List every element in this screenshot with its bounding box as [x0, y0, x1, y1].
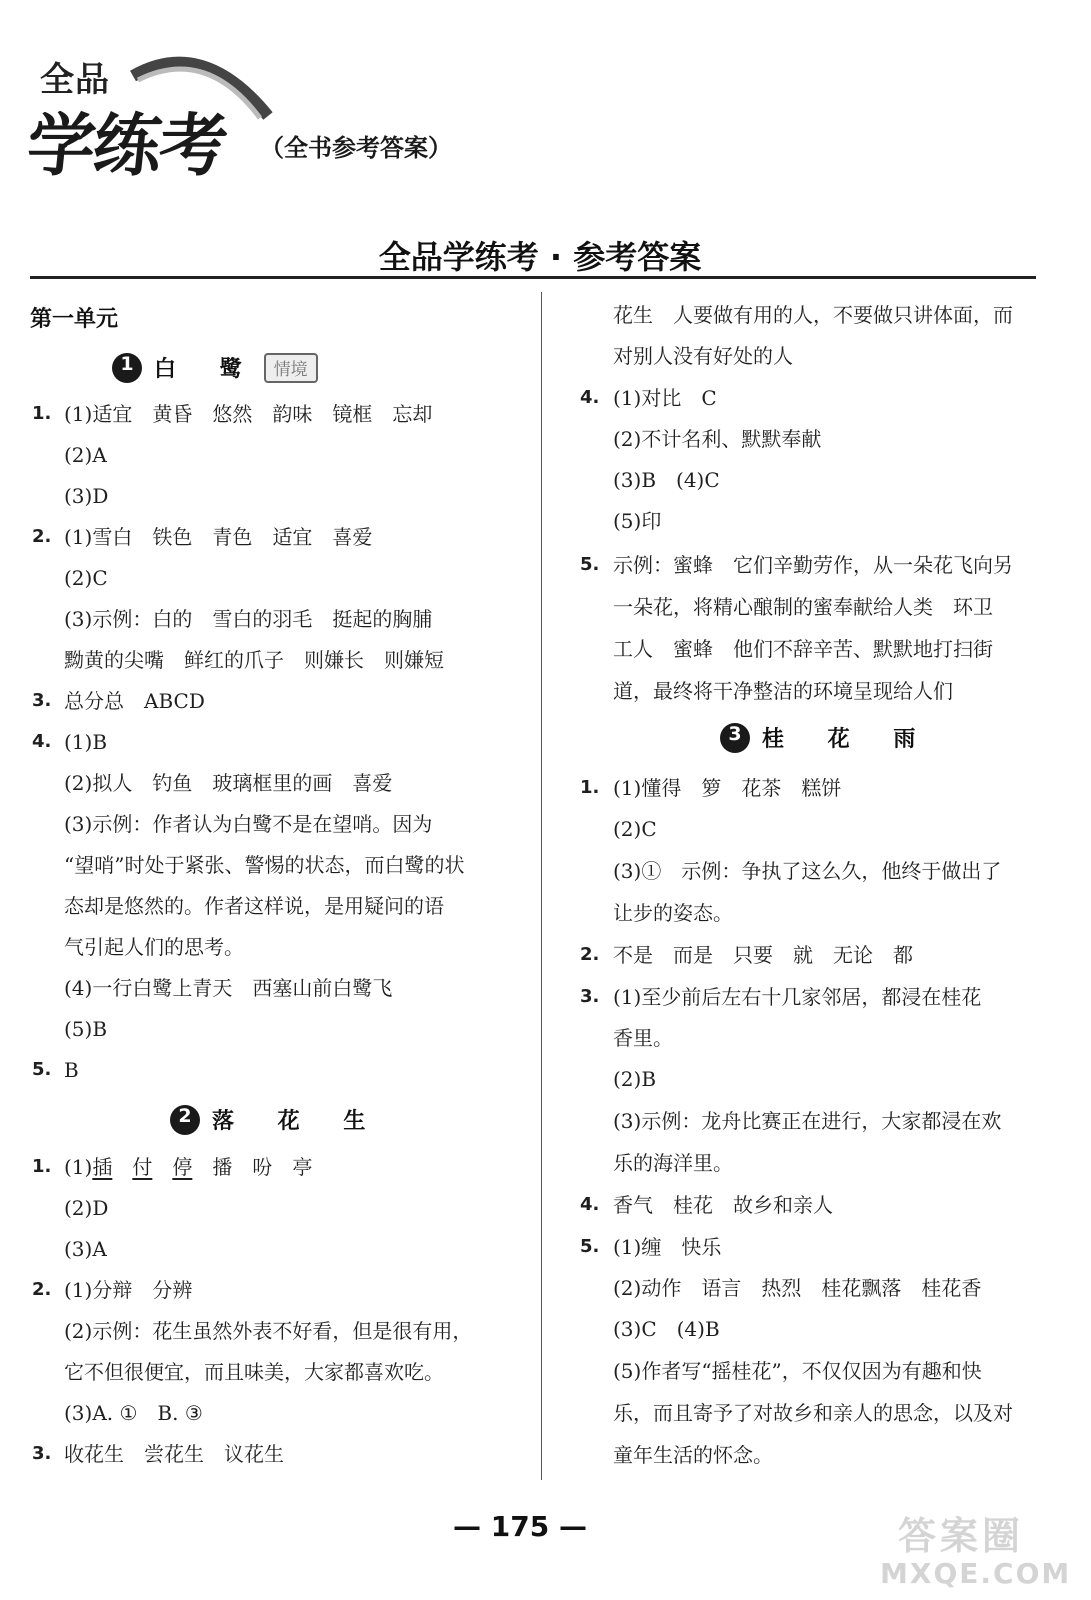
answer-line: (1)至少前后左右十几家邻居，都浸在桂花 — [613, 985, 982, 1009]
answer-line: 让步的姿态。 — [613, 901, 733, 925]
page-title: 全品学练考 · 参考答案 — [378, 238, 702, 276]
question-number: 1. — [580, 777, 600, 798]
lesson-heading-3 — [720, 722, 933, 754]
lesson-heading-2 — [170, 1104, 383, 1136]
answer-rest: 播 吩 亭 — [192, 1155, 313, 1179]
answer-line: (2)示例：花生虽然外表不好看，但是很有用， — [64, 1319, 473, 1343]
answer-line: (3)D — [64, 484, 109, 508]
logo-subtitle: （全书参考答案） — [260, 134, 452, 162]
answer-line: 气引起人们的思考。 — [64, 935, 244, 959]
answer-line: B — [64, 1058, 79, 1082]
underlined-char: 停 — [172, 1155, 193, 1179]
context-tag: 情境 — [264, 353, 318, 383]
answer-line: (2)不计名利、默默奉献 — [613, 427, 822, 451]
answer-line: 一朵花，将精心酿制的蜜奉献给人类 环卫 — [613, 595, 993, 619]
answer-line: (5)印 — [613, 509, 662, 533]
answer-line: (1)懂得 箩 花茶 糕饼 — [613, 776, 842, 800]
question-number: 1. — [32, 1156, 52, 1177]
logo-brand-main: 学练考 — [23, 107, 230, 186]
site-watermark — [880, 1505, 1080, 1595]
answer-line: 示例：蜜蜂 它们辛勤劳作，从一朵花飞向另 — [613, 553, 1013, 577]
question-number: 1. — [32, 403, 52, 424]
question-number: 3. — [32, 690, 52, 711]
question-number: 4. — [32, 731, 52, 752]
answer-line: 不是 而是 只要 就 无论 都 — [613, 943, 913, 967]
lesson-title: 落 花 生 — [212, 1109, 384, 1134]
answer-line: 香气 桂花 故乡和亲人 — [613, 1193, 833, 1217]
answer-line: 对别人没有好处的人 — [613, 344, 793, 368]
lesson-number-badge: 2 — [170, 1105, 200, 1135]
title-rule — [30, 276, 1036, 279]
answer-line: (3)① 示例：争执了这么久，他终于做出了 — [613, 859, 1002, 883]
answer-line: (4)一行白鹭上青天 西塞山前白鹭飞 — [64, 976, 393, 1000]
unit-heading: 第一单元 — [30, 307, 119, 332]
answer-line: 工人 蜜蜂 他们不辞辛苦、默默地打扫街 — [613, 637, 993, 661]
answer-line: (2)A — [64, 443, 107, 467]
answer-line: 乐，而且寄予了对故乡和亲人的思念，以及对 — [613, 1401, 1013, 1425]
watermark-url: MXQE.COM — [880, 1557, 1072, 1590]
brand-logo — [23, 40, 468, 186]
logo-brand-top: 全品 — [40, 60, 110, 100]
answer-line: (1)对比 C — [613, 386, 717, 410]
answer-line: (3)C (4)B — [613, 1317, 720, 1341]
answer-line: (3)A — [64, 1237, 107, 1261]
question-number: 5. — [580, 1236, 600, 1257]
question-number: 5. — [580, 554, 600, 575]
question-number: 2. — [32, 1279, 52, 1300]
question-number: 3. — [580, 986, 600, 1007]
question-number: 2. — [580, 944, 600, 965]
answer-line: (5)作者写“摇桂花”，不仅仅因为有趣和快 — [613, 1359, 982, 1383]
answer-line: (3)示例：龙舟比赛正在进行，大家都浸在欢 — [613, 1109, 1002, 1133]
underlined-char: 付 — [132, 1155, 153, 1179]
answer-line — [64, 1154, 312, 1180]
answer-line: 态却是悠然的。作者这样说，是用疑问的语 — [64, 894, 444, 918]
answer-line: (2)D — [64, 1196, 109, 1220]
answer-line: 乐的海洋里。 — [613, 1151, 733, 1175]
lesson-title: 桂 花 雨 — [762, 727, 934, 752]
question-number: 4. — [580, 1194, 600, 1215]
answer-line: (3)A. ① B. ③ — [64, 1401, 203, 1425]
answer-line: (1)雪白 铁色 青色 适宜 喜爱 — [64, 525, 373, 549]
answer-line: 香里。 — [613, 1026, 673, 1050]
column-divider — [541, 292, 542, 1480]
answer-line: 花生 人要做有用的人，不要做只讲体面，而 — [613, 303, 1013, 327]
lesson-number-badge: 1 — [112, 353, 142, 383]
answer-line: 黝黄的尖嘴 鲜红的爪子 则嫌长 则嫌短 — [64, 648, 444, 672]
answer-line: (2)拟人 钓鱼 玻璃框里的画 喜爱 — [64, 771, 393, 795]
lesson-heading-1 — [112, 352, 318, 384]
answer-prefix: (1) — [64, 1155, 93, 1179]
answer-line: 它不但很便宜，而且味美，大家都喜欢吃。 — [64, 1360, 444, 1384]
answer-line: (3)B (4)C — [613, 468, 720, 492]
answer-line: 道，最终将干净整洁的环境呈现给人们 — [613, 679, 953, 703]
lesson-title: 白 鹭 — [154, 357, 260, 382]
question-number: 4. — [580, 387, 600, 408]
answer-line: (3)示例：白的 雪白的羽毛 挺起的胸脯 — [64, 607, 433, 631]
answer-line: 总分总 ABCD — [64, 689, 205, 713]
answer-line: (2)C — [613, 817, 657, 841]
answer-line: (5)B — [64, 1017, 108, 1041]
answer-line: (2)动作 语言 热烈 桂花飘落 桂花香 — [613, 1276, 982, 1300]
answer-line: (1)缠 快乐 — [613, 1235, 722, 1259]
question-number: 5. — [32, 1059, 52, 1080]
page-number: — 175 — — [453, 1510, 587, 1543]
answer-line: (2)C — [64, 566, 108, 590]
question-number: 2. — [32, 526, 52, 547]
answer-line: 收花生 尝花生 议花生 — [64, 1442, 284, 1466]
answer-line: (2)B — [613, 1067, 657, 1091]
answer-line: (1)适宜 黄昏 悠然 韵味 镜框 忘却 — [64, 402, 433, 426]
watermark-text: 答案圈 — [898, 1514, 1025, 1558]
answer-line: (1)B — [64, 730, 108, 754]
answer-line: “望哨”时处于紧张、警惕的状态，而白鹭的状 — [64, 853, 465, 877]
lesson-number-badge: 3 — [720, 723, 750, 753]
answer-line: 童年生活的怀念。 — [613, 1443, 773, 1467]
question-number: 3. — [32, 1443, 52, 1464]
answer-line: (1)分辩 分辨 — [64, 1278, 193, 1302]
answer-line: (3)示例：作者认为白鹭不是在望哨。因为 — [64, 812, 433, 836]
underlined-char: 插 — [92, 1155, 113, 1179]
